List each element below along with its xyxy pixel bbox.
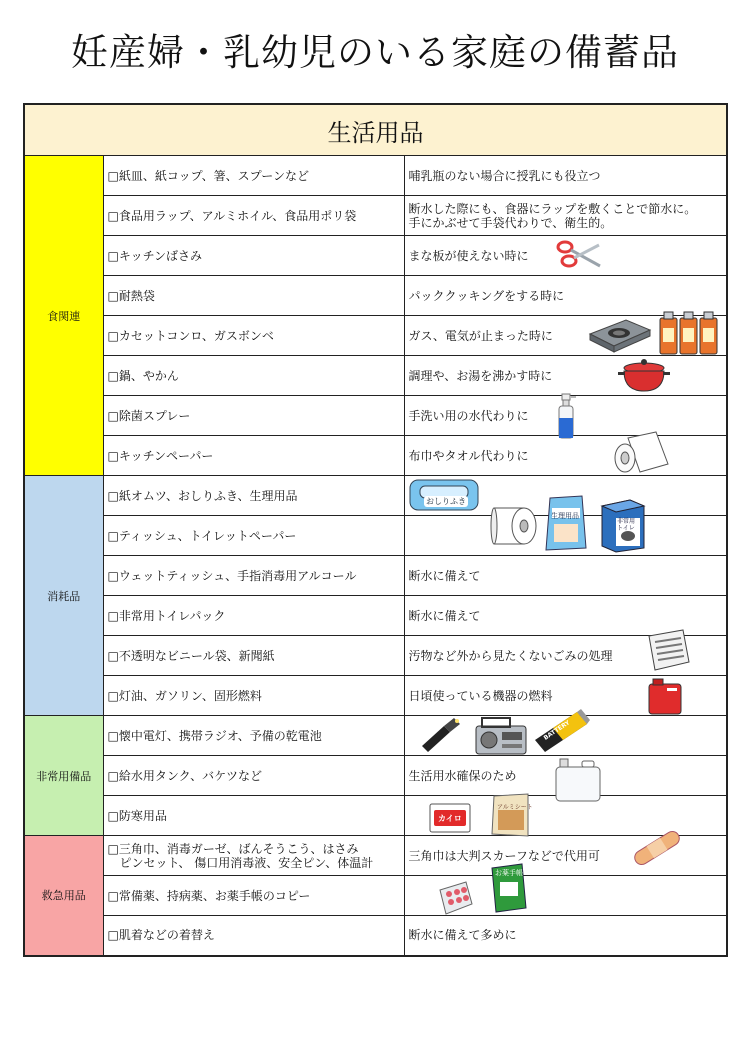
section-header: 生活用品 — [24, 104, 727, 156]
table-row — [24, 876, 727, 916]
toilet-box-label: 非常用トイレ — [617, 518, 636, 532]
note-cell: 三角巾は大判スカーフなどで代用可 — [404, 836, 727, 876]
note-cell: 日頃使っている機器の燃料 — [404, 676, 727, 716]
table-row — [24, 156, 727, 196]
table-row — [24, 916, 727, 956]
note-cell: 汚物など外から見たくないごみの処理 — [404, 636, 727, 676]
item-cell: □紙オムツ、おしりふき、生理用品 — [103, 476, 404, 516]
item-cell: □耐熱袋 — [103, 276, 404, 316]
category-cell: 食関連 — [24, 156, 103, 476]
kitchen-paper-icon — [610, 430, 672, 478]
blanket-label: アルミシート — [497, 804, 533, 811]
page-title: 妊産婦・乳幼児のいる家庭の備蓄品 — [71, 31, 679, 74]
item-cell: □給水用タンク、バケツなど — [103, 756, 404, 796]
item-cell: □非常用トイレパック — [103, 596, 404, 636]
battery-label: BATTERY — [542, 719, 572, 742]
table-row — [24, 276, 727, 316]
table-row — [24, 676, 727, 716]
item-cell: □キッチンばさみ — [103, 236, 404, 276]
item-cell: □食品用ラップ、アルミホイル、食品用ポリ袋 — [103, 196, 404, 236]
item-cell: □常備薬、持病薬、お薬手帳のコピー — [103, 876, 404, 916]
category-cell: 消耗品 — [24, 476, 103, 716]
pills-icon — [436, 880, 474, 916]
item-cell: □キッチンペーパー — [103, 436, 404, 476]
toilet-paper-icon — [484, 500, 544, 552]
note-cell: 調理や、お湯を沸かす時に — [404, 356, 727, 396]
item-cell: □ティッシュ、トイレットペーパー — [103, 516, 404, 556]
sanitary-label: 生理用品 — [551, 512, 579, 520]
table-row — [24, 716, 727, 756]
category-cell: 救急用品 — [24, 836, 103, 956]
table-row — [24, 796, 727, 836]
wipes-pack-icon — [408, 477, 480, 513]
item-cell: □灯油、ガソリン、固形燃料 — [103, 676, 404, 716]
note-cell: まな板が使えない時に — [404, 236, 727, 276]
table-row — [24, 236, 727, 276]
aluminum-blanket-icon — [488, 792, 532, 838]
item-cell: □肌着などの着替え — [103, 916, 404, 956]
item-cell: □紙皿、紙コップ、箸、スプーンなど — [103, 156, 404, 196]
table-row — [24, 756, 727, 796]
item-cell: □除菌スプレー — [103, 396, 404, 436]
note-cell: 断水に備えて — [404, 596, 727, 636]
item-cell: □防寒用品 — [103, 796, 404, 836]
pot-icon — [616, 355, 672, 395]
category-cell: 非常用備品 — [24, 716, 103, 836]
table-row — [24, 836, 727, 876]
flashlight-icon — [418, 716, 462, 754]
note-cell: 生活用水確保のため — [404, 756, 727, 796]
fuel-can-icon — [645, 676, 685, 716]
kitchen-scissors-icon — [555, 233, 605, 273]
bandage-icon — [630, 829, 684, 867]
notebook-label: お薬手帳 — [495, 869, 523, 877]
sanitary-pack-icon — [542, 494, 590, 552]
sanitizer-spray-icon — [553, 392, 581, 440]
note-cell: 断水に備えて — [404, 556, 727, 596]
note-cell: 手洗い用の水代わりに — [404, 396, 727, 436]
item-cell: □懐中電灯、携帯ラジオ、予備の乾電池 — [103, 716, 404, 756]
note-cell: ガス、電気が止まった時に — [404, 316, 727, 356]
item-cell: □三角巾、消毒ガーゼ、ばんそうこう、はさみ ピンセット、 傷口用消毒液、安全ピン、体温計 — [103, 836, 404, 876]
table-row — [24, 196, 727, 236]
note-cell: パッククッキングをする時に — [404, 276, 727, 316]
wipes-label: おしりふき — [426, 497, 466, 506]
radio-icon — [474, 716, 528, 756]
kairo-label: カイロ — [438, 814, 462, 823]
table-row — [24, 556, 727, 596]
note-cell: 哺乳瓶のない場合に授乳にも役立つ — [404, 156, 727, 196]
gas-canister-icon — [658, 310, 720, 356]
item-cell: □不透明なビニール袋、新聞紙 — [103, 636, 404, 676]
item-cell: □カセットコンロ、ガスボンベ — [103, 316, 404, 356]
water-tank-icon — [552, 757, 604, 803]
note-cell: 布巾やタオル代わりに — [404, 436, 727, 476]
newspaper-icon — [645, 628, 691, 672]
table-row — [24, 636, 727, 676]
note-cell: 断水に備えて多めに — [404, 916, 727, 956]
item-cell: □鍋、やかん — [103, 356, 404, 396]
note-cell: 断水した際にも、食器にラップを敷くことで節水に。 手にかぶせて手袋代わりで、衛生的。 — [404, 196, 727, 236]
cassette-stove-icon — [586, 312, 654, 354]
table-row — [24, 596, 727, 636]
item-cell: □ウェットティッシュ、手指消毒用アルコール — [103, 556, 404, 596]
